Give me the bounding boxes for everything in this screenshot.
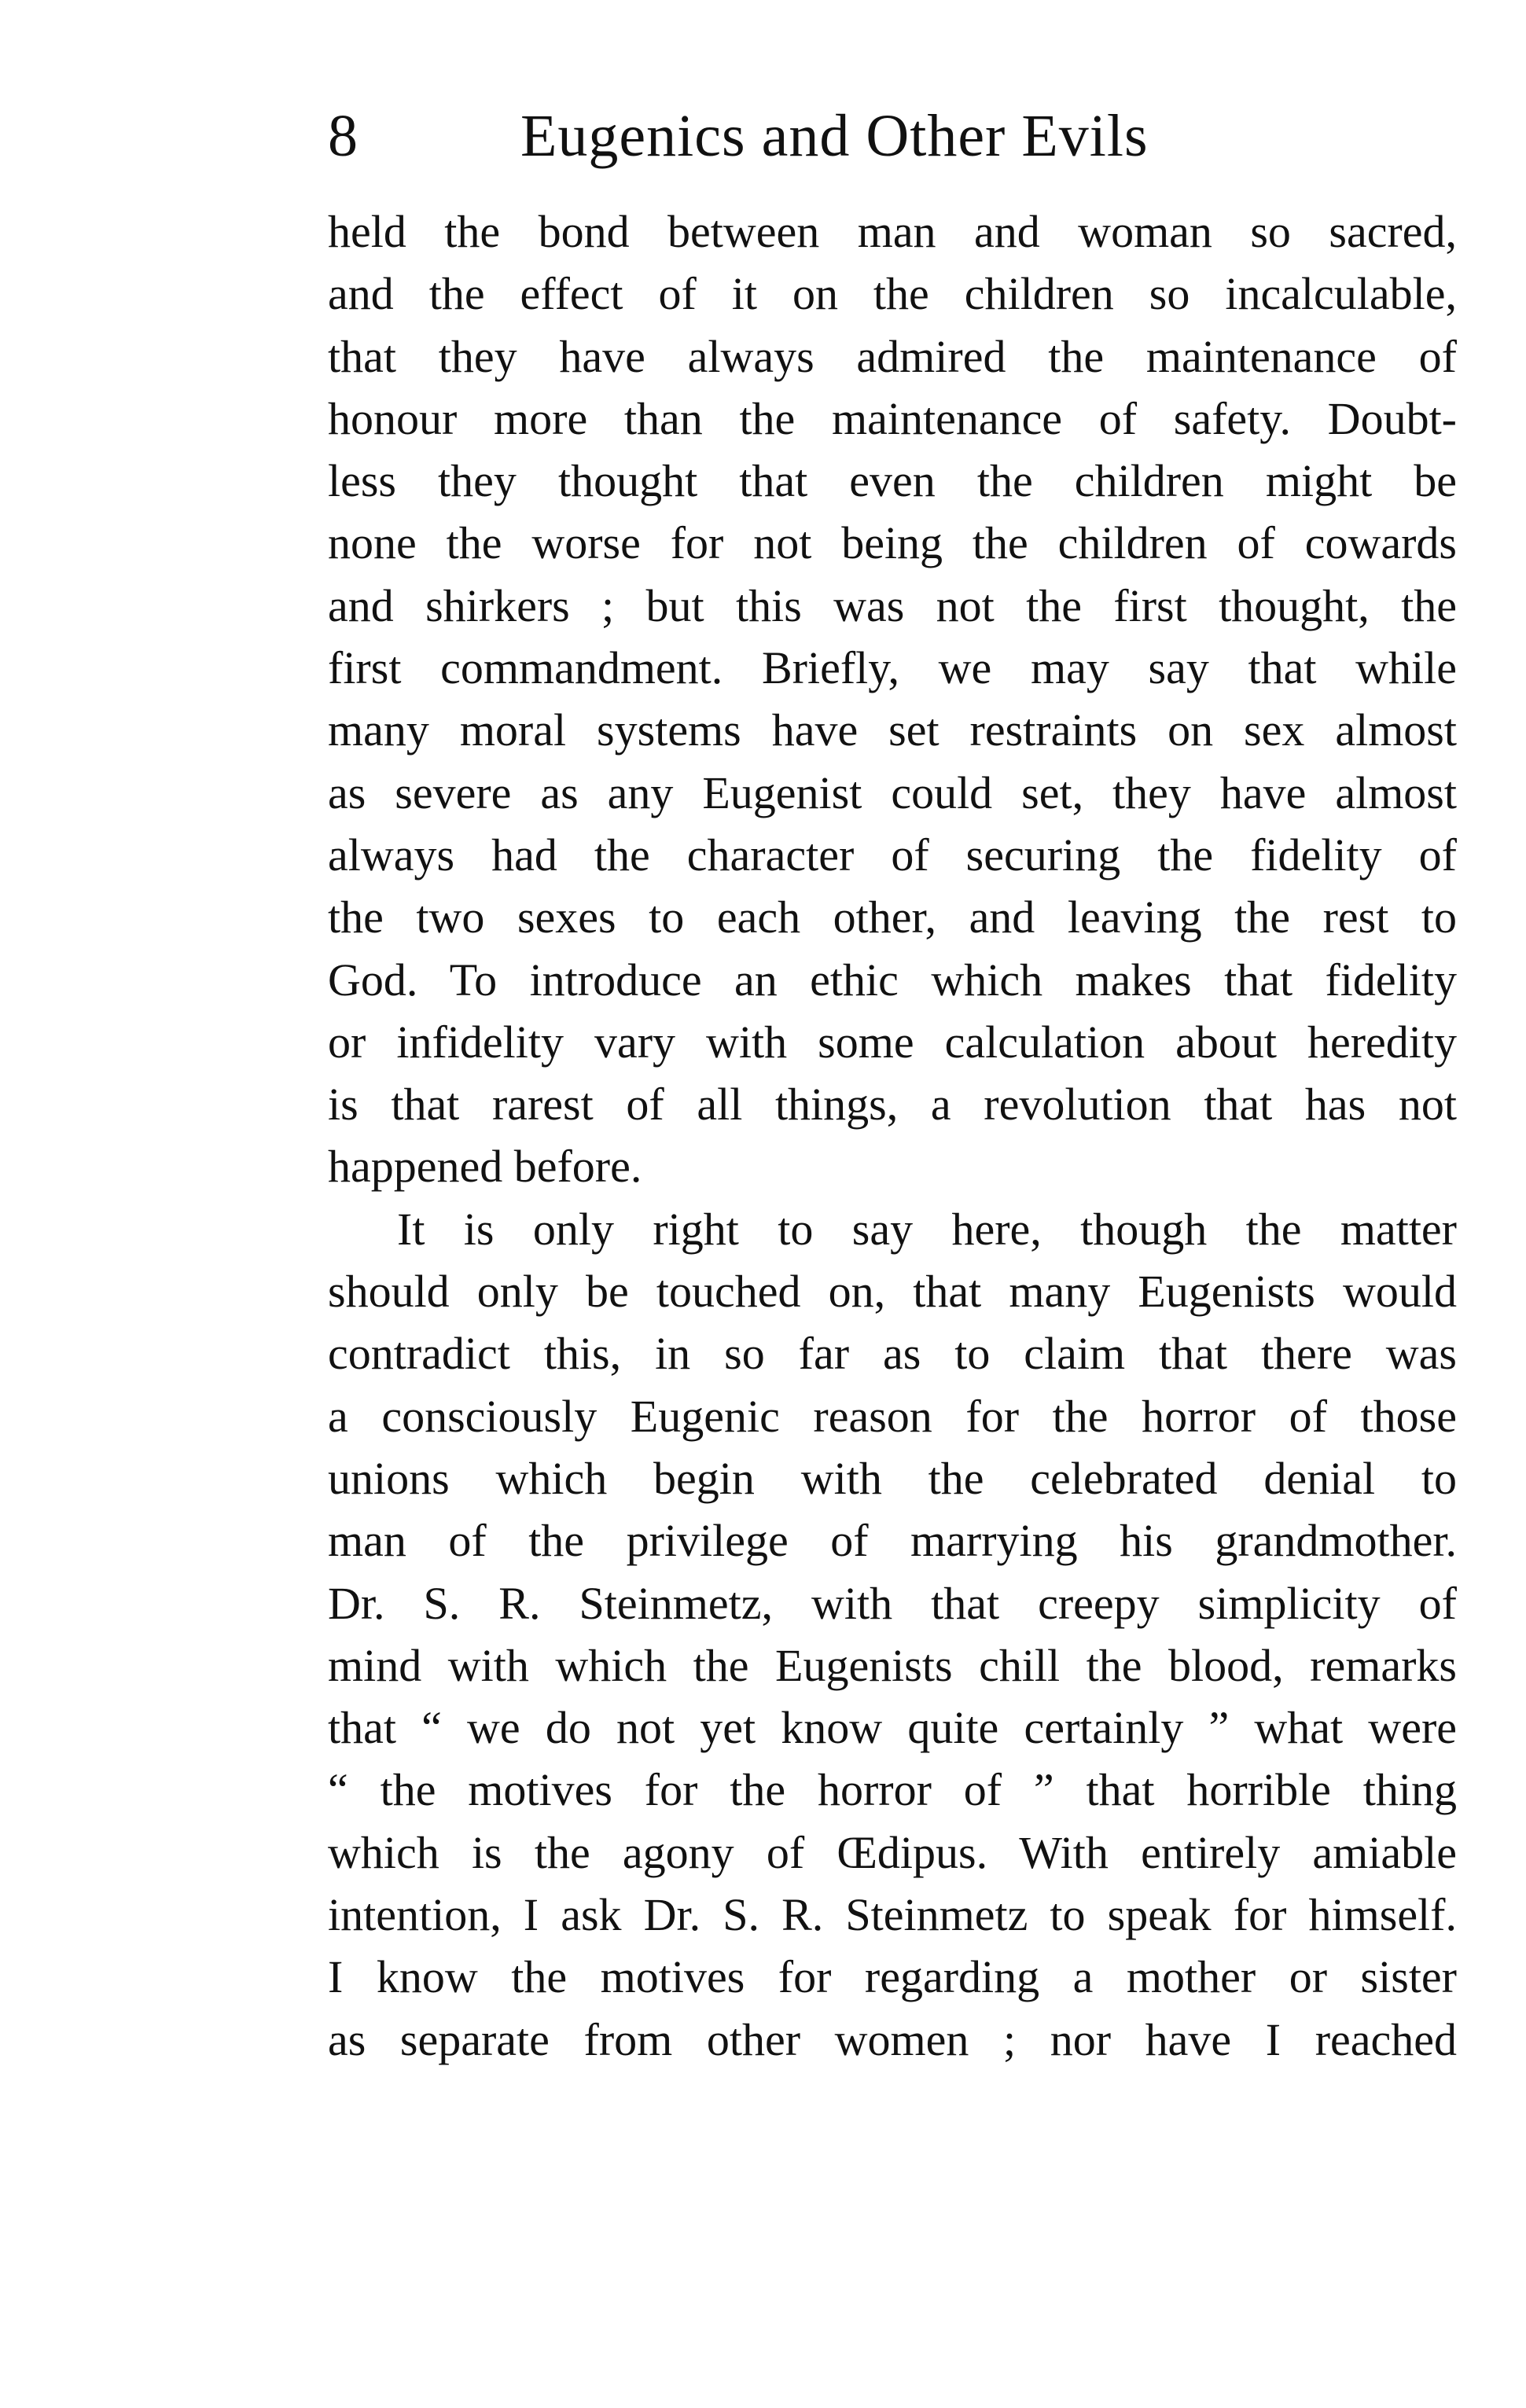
text-line: or infidelity vary with some calculation about heredity — [328, 1016, 1457, 1068]
text-line: and the effect of it on the children so incalculable, — [328, 268, 1457, 320]
text-line: honour more than the maintenance of safety. Doubt- — [328, 392, 1457, 444]
text-line: “ the motives for the horror of ” that horrible thing — [328, 1764, 1457, 1816]
text-line: It is only right to say here, though the matter — [397, 1203, 1457, 1255]
text-line: as separate from other women ; nor have I reached — [328, 2013, 1457, 2065]
text-line: that they have always admired the maintenance of — [328, 330, 1457, 382]
text-line: many moral systems have set restraints on sex almost — [328, 704, 1457, 756]
text-line: Dr. S. R. Steinmetz, with that creepy simplicity of — [328, 1577, 1457, 1629]
text-line: man of the privilege of marrying his grandmother. — [328, 1515, 1457, 1567]
paragraph — [328, 1198, 1457, 2071]
text-line: and shirkers ; but this was not the first thought, the — [328, 579, 1457, 631]
text-line: should only be touched on, that many Eugenists would — [328, 1266, 1457, 1318]
running-title: Eugenics and Other Evils — [520, 103, 1149, 169]
text-line: which is the agony of Œdipus. With entirely amiable — [328, 1826, 1457, 1878]
text-line: first commandment. Briefly, we may say that while — [328, 642, 1457, 694]
text-line: the two sexes to each other, and leaving the rest to — [328, 892, 1457, 943]
text-line: I know the motives for regarding a mother or sister — [328, 1951, 1457, 2003]
page-number: 8 — [328, 103, 358, 169]
text-line: a consciously Eugenic reason for the horror of those — [328, 1390, 1457, 1442]
page-header — [328, 101, 1457, 171]
text-line: contradict this, in so far as to claim that there was — [328, 1328, 1457, 1380]
text-line: that “ we do not yet know quite certainly ” what were — [328, 1702, 1457, 1754]
text-line: held the bond between man and woman so sacred, — [328, 206, 1457, 257]
text-line: always had the character of securing the fidelity of — [328, 829, 1457, 880]
text-line: none the worse for not being the children of cowards — [328, 517, 1457, 569]
paragraph — [328, 200, 1457, 1198]
text-line: God. To introduce an ethic which makes that fidelity — [328, 954, 1457, 1005]
text-line: is that rarest of all things, a revolution that has not — [328, 1079, 1457, 1130]
text-line: intention, I ask Dr. S. R. Steinmetz to speak for himself. — [328, 1889, 1457, 1941]
text-line: happened before. — [328, 1141, 642, 1193]
text-line: as severe as any Eugenist could set, they have almost — [328, 767, 1457, 818]
text-line: less they thought that even the children might be — [328, 455, 1457, 507]
text-line: mind with which the Eugenists chill the blood, remarks — [328, 1639, 1457, 1691]
body-text — [328, 200, 1457, 2071]
text-line: unions which begin with the celebrated denial to — [328, 1452, 1457, 1504]
